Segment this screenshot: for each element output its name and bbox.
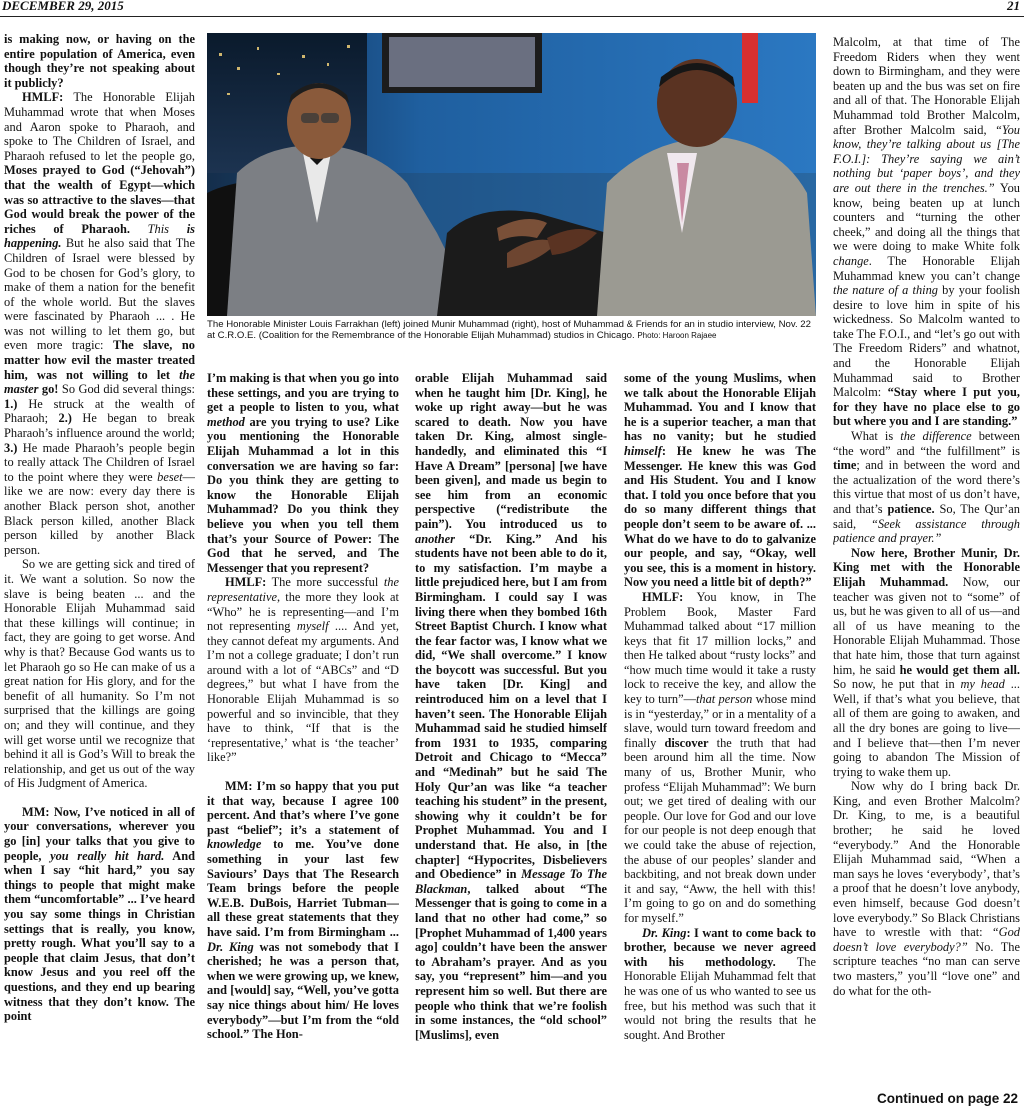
text-run: The more successful <box>266 575 384 590</box>
article-paragraph <box>207 575 399 765</box>
text-run: No. The scripture teaches “no man can serve two masters,” you’ll “love one” and do what for the oth- <box>833 939 1020 998</box>
text-run: You know, in The Problem Book, Master Fard Muhammad talked about “17 million keys that fit 17 million locks,” and then He talked about “rusty locks” and “how much time would it take a rusty lock to receive the key, and allow the key to turn”— <box>624 589 816 707</box>
article-paragraph <box>833 779 1020 998</box>
text-run: , talked about “The Messenger that is going to come in a land that no other had come,” so [Prophet Muhammad of 1,400 years ago] couldn’t have been the answer to Abraham’s prayer. And as you say, you “represent” him—and you represent him so well. But there are people who think that we’re foolish in some instances, the “old school” [Muslims], even <box>415 881 607 1042</box>
text-run: you really hit hard. <box>50 848 165 863</box>
text-run: So, The Qur’an said, <box>833 502 1020 531</box>
article-paragraph <box>207 779 399 1042</box>
article-paragraph <box>207 371 399 575</box>
article-paragraph <box>4 90 195 557</box>
text-run: . The Honorable Elijah Muhammad knew you can’t change <box>833 253 1020 283</box>
text-run: by your foolish desire to love him in spite of his wickedness. So Malcolm wanted to take The F.O.I., and “let’s go out with The Freedom Riders” and whatnot, and the Honorable Elijah Muhammad said to Brother Malcolm: <box>833 283 1020 400</box>
text-run: 1.) <box>4 396 18 411</box>
article-paragraph <box>415 371 607 1042</box>
text-run: HMLF: <box>642 589 684 604</box>
text-run: The Honorable Elijah Muhammad wrote that when Moses and Aaron spoke to Pharaoh, and spoke to The Children of Israel, and Pharaoh refused to let the people go, <box>4 90 195 163</box>
text-run: Now here, Brother Munir, Dr. King met with the Honorable Elijah Muhammad. <box>833 545 1020 589</box>
article-paragraph <box>833 429 1020 546</box>
photo-caption <box>207 319 816 342</box>
text-run: “God doesn’t love everybody?” <box>833 925 1020 954</box>
text-run: “Stay where I put you, for they have no place else to go but where you and I are standing.” <box>833 385 1020 429</box>
text-run: You know, being beaten up at lunch counters and “turning the other cheek,” and doing all the things that we were doing to make White folk <box>833 180 1020 254</box>
text-run: Dr. King <box>642 925 687 940</box>
text-run: the representative <box>207 575 399 604</box>
text-run: ... Well, if that’s what you believe, that all of them are going to awaken, and all the dry bones are going to live—and I believe that—then I’m never going to abandon The Mission of trying to wake them up. <box>833 677 1020 779</box>
text-run: time <box>833 458 857 473</box>
text-run: 3.) <box>4 440 18 455</box>
article-paragraph <box>624 590 816 926</box>
article-paragraph <box>4 32 195 90</box>
text-run: The Honorable Elijah Muhammad felt that he was one of us who wanted to see us free, but his method was such that it would not bring the results that he sought. And Brother <box>624 954 816 1042</box>
text-run: the difference <box>900 429 972 444</box>
article-column-1 <box>4 32 195 1108</box>
text-run: are you trying to use? Like you mentioning the Honorable Elijah Muhammad a lot in this conversation we are having so far: Do you think they are getting to know the Honorable Elijah Muhammad? Do you think they believe you when you tell them that’s your Source of Power: The God that he served, and The Messenger that you represent? <box>207 414 399 575</box>
issue-date: DECEMBER 29, 2015 <box>2 0 124 13</box>
text-run: Now why do I bring back Dr. King, and even Brother Malcolm? Dr. King, to me, is a beautiful brother; he said he loved “everybody.” And the Honorable Elijah Muhammad said, “When a man says he loves ‘everybody’, that’s a proof that he doesn’t love anybody, even himself, because God doesn’t love everybody.” So Black Christians have to wrestle with that: <box>833 779 1020 940</box>
text-run: orable Elijah Muhammad said when he taught him [Dr. King], he woke up right away—but he was scared to death. Now you have taken Dr. King, almost single-handedly, and eliminated this “I Have A Dream” [persona] [we have been given], and made us begin to see him from an economic perspective (“redistribute the pain”). You introduced us to <box>415 371 607 531</box>
article-paragraph <box>4 805 195 1024</box>
text-run: 2.) <box>58 411 72 426</box>
text-run: I’m making is that when you go into these settings, and you are trying to get a people to listen to you, what <box>207 371 399 415</box>
text-run: ; and in between the word and the actualization of the word there’s this virtue that most of us don’t have, and that’s <box>833 458 1020 516</box>
text-run: that person <box>695 692 753 707</box>
interview-photo-image <box>207 33 816 316</box>
text-run: He began to break Pharaoh’s influence around the world; <box>4 411 195 441</box>
text-run: between “the word” and “the fulfillment” is <box>833 429 1020 458</box>
text-run: is happening. <box>4 221 195 251</box>
photo-credit: Photo: Haroon Rajaee <box>637 331 717 341</box>
text-run: knowledge <box>207 837 262 852</box>
text-run: , the more they look at “Who” he is representing—and I’m not representing <box>207 589 399 634</box>
text-run: to me. You’ve done something in your last few Saviours’ Days that The Research Team brings before the people W.E.B. DuBois, Harriet Tubman—all these great statements that they have said. I’m from Birmingham ... <box>207 837 399 939</box>
text-run: whose mind is in “yesterday,” or in a mentality of a slave, would turn toward freedom and finally <box>624 692 816 750</box>
text-run: So now, he put that in <box>833 677 961 692</box>
text-run: HMLF: <box>22 90 64 105</box>
article-column-4 <box>624 371 816 1108</box>
article-paragraph <box>833 35 1020 429</box>
text-run: He struck at the wealth of Pharaoh; <box>4 396 195 426</box>
text-run: himself <box>624 443 662 458</box>
text-run: the truth that had been around him all the time. Now many of us, Brother Munir, who profess “Elijah Muhammad”: We burn out; we get tired of dealing with our people. Our love for God and our love for our people is not deep enough that we could take the abuse of rejection, the abuse of our peoples’ slander and backbiting, and not break down under it and say, “Aww, the hell with this! I’m going to go on and do something for myself.” <box>624 735 816 925</box>
article-paragraph <box>624 926 816 1043</box>
text-run: —like we are now: every day there is another Black person shot, another Black person killed, another Black person killed by another Black person. <box>4 469 195 557</box>
caption-text: The Honorable Minister Louis Farrakhan (left) joined Munir Muhammad (right), host of Muhammad & Friends for an in studio interview, Nov. 22 at C.R.O.E. (Coalition for the Remembrance of the Honorable Elijah Muhammad) studios in Chicago. <box>207 319 811 342</box>
text-run: “Seek assistance through patience and prayer.” <box>833 516 1020 546</box>
article-column-3 <box>415 371 607 1108</box>
text-run: He made Pharaoh’s people begin to really attack The Children of Israel to the point where they were <box>4 440 195 484</box>
text-run: myself <box>296 619 329 634</box>
text-run <box>169 222 187 236</box>
interview-photo <box>207 33 816 316</box>
text-run: discover <box>664 735 709 750</box>
article-column-2 <box>207 371 399 1108</box>
text-run: some of the young Muslims, when we talk about the Honorable Elijah Muhammad. You and I know that he is a superior teacher, a man that has no vanity; but he studied <box>624 371 816 444</box>
continued-note: Continued on page 22 <box>876 1091 1018 1106</box>
text-run: So God did several things: <box>58 382 195 397</box>
text-run: HMLF: <box>225 575 267 590</box>
text-run: : I want to come back to brother, because we never agreed with his methodology. <box>624 925 816 969</box>
text-run: Malcolm, at that time of The Freedom Riders when they went down to Birmingham, and they were beaten up and the bus was set on fire and all of that. The Honorable Elijah Muhammad told Brother Malcolm, after Brother Malcolm said, <box>833 35 1020 137</box>
article-paragraph <box>624 371 816 590</box>
text-run: Now, our teacher was given not to “some” of us, but he was given to all of us—and all of us have meaning to the Honorable Elijah Muhammad. Those that hate him, those that turn against him, he said <box>833 574 1020 677</box>
text-run: .... And yet, they cannot defeat my arguments. And I’m not a college graduate; I don’t run around with a lot of “ABCs” and “D degrees,” but what I have from the Honorable Elijah Muhammad is so powerful and so invincible, that they have to think, “If that is the ‘representative,’ what is ‘the teacher’ like?” <box>207 619 399 765</box>
text-run: Message To The Blackman <box>415 867 607 896</box>
text-run: method <box>207 414 245 429</box>
text-run: go! <box>38 382 59 397</box>
text-run: What is <box>851 429 901 444</box>
text-run: my head <box>960 677 1005 692</box>
text-run: is making now, or having on the entire population of America, even though they’re not speaking about it publicly? <box>4 32 195 90</box>
article-paragraph <box>4 557 195 791</box>
text-run: “You know, they’re talking about us [The F.O.I.]: They’re saying we ain’t nothing but ‘paper boys’, and they are out there in the trenches.” <box>833 122 1020 195</box>
text-run: change <box>833 253 869 268</box>
text-run: the master <box>4 367 195 397</box>
text-run: This <box>147 221 170 236</box>
text-run: MM: I’m so happy that you put it that way, because I agree 100 percent. And that’s where I’ve gone past “belief”; it’s a statement of <box>207 779 399 837</box>
page-number: 21 <box>1007 0 1020 13</box>
text-run: beset <box>157 469 183 484</box>
article-paragraph <box>833 546 1020 780</box>
page-header <box>0 0 1024 17</box>
text-run: The slave, no matter how evil the master treated him, was not willing to let <box>4 338 195 382</box>
text-run: And when I say “hit hard,” you say things to people that might make them “uncomfortable” ... I’ve heard you say some things in Christian settings that is really, you know, pretty rough. What you’ll say to a people that claim Jesus, that don’t know Jesus and you reel off the questions, and they end up bearing witness that they don’t know. The point <box>4 848 195 1024</box>
text-run: Moses prayed to God (“Jehovah”) that the wealth of Egypt—which was so attractive to the slaves—that God would break the power of the riches of Pharaoh. <box>4 163 195 236</box>
text-run: he would get them all. <box>899 662 1020 677</box>
text-run: was not somebody that I cherished; he was a person that, when we were growing up, we knew, and [would] say, “Well, you’ve gotta say nice things about him/ He loves everybody”—but I’m from the “old school.” The Hon- <box>207 939 399 1042</box>
text-run: : He knew he was The Messenger. He knew this was God and His Student. You and I know that. I told you once before that you do so many different things that people don’t seem to be aware of. ... What do we have to do to galvanize our people, and say, “Okay, well you see, this is a moment in history. Now you need a little bit of depth?” <box>624 443 816 590</box>
text-run: patience. <box>887 502 935 516</box>
text-run: Dr. King <box>207 939 254 954</box>
text-run: So we are getting sick and tired of it. We want a solution. So now the slave is being beaten ... and the Honorable Elijah Muhammad said that these killings will continue; in fact, they are going to get worse. And why is that? Because God wants us to let Pharaoh go so He can make of us a great nation for His glory, and for the benefit of all humanity. So I’m not surprised that the killings are going on; and they will continue, and they will get worse until we recognize that behind it all is God’s Will to break the relationship, and get us out of the way of His Judgment of America. <box>4 557 195 791</box>
text-run: But he also said that The Children of Israel were blessed by God to be chosen for God’s glory, to make of them a nation for the benefit of the whole world. But the slaves were fascinated by Pharaoh ... . He was not willing to let them go, but even more tragic: <box>4 236 195 353</box>
text-run: another <box>415 531 455 546</box>
article-column-5 <box>833 35 1020 1087</box>
text-run: the nature of a thing <box>833 283 938 298</box>
text-run: MM: Now, I’ve noticed in all of your conversations, wherever you go [in] your talks that you give to people, <box>4 804 195 863</box>
text-run: “Dr. King.” And his students have not been able to do it, to my satisfaction. I’m maybe a little prejudiced here, but I am from Birmingham. I could say I was living there when they bombed 16th Street Baptist Church. I know what the fear factor was, I know what we did, “We shall overcome.” I know the boycott was successful. But you have taken [Dr. King] and reintroduced him on a level that I haven’t seen. The Honorable Elijah Muhammad said he studied himself from 1931 to 1935, comparing Detroit and Chicago to “Mecca” and “Medinah” but he said The Holy Qur’an was like “a teacher teaching his student” in the present, showing why it couldn’t be for Prophet Muhammad. You and I understand that. He also, in [the chapter] “Hypocrites, Disbelievers and Obedience” in <box>415 531 607 882</box>
